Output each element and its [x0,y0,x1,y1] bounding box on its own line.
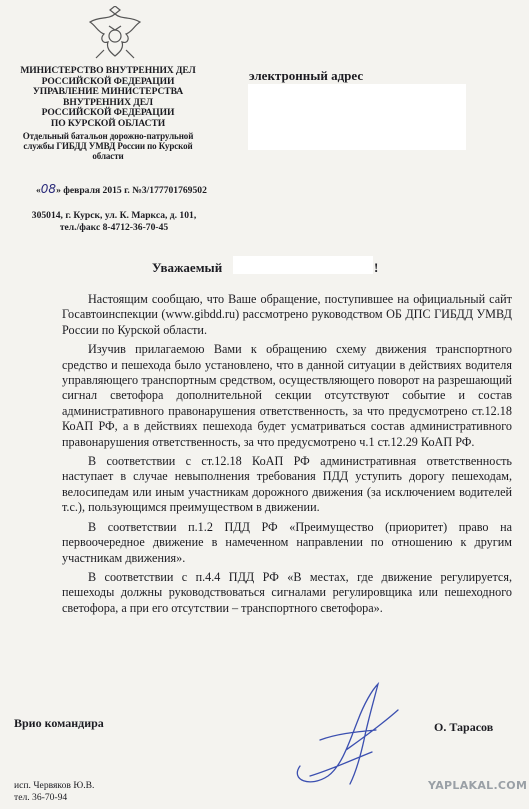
email-label: электронный адрес [249,68,364,83]
unit-line: службы ГИБДД УМВД России по Курской [23,140,193,151]
double-headed-eagle-emblem [82,6,148,64]
paragraph: Изучив прилагаемою Вами к обращению схему движения транспортного средство и пешехода было установлено, что в данной ситуации в действиях водителя управляющего транспортным средством, осуществляющего поворот на разрешающий сигнал светофора дополнительной секции отсутствуют событие и состав административного правонарушения ответственность, за что предусмотрено ст.12.18 КоАП РФ, а в действиях пешехода будет усматриваться состав административного правонарушения ответственность, за что предусмотрено ч.1 ст.12.29 КоАП РФ. [62,342,512,449]
executor-name: исп. Червяков Ю.В. [14,780,95,791]
letter-date [36,182,207,196]
greeting: Уважаемый [152,260,223,275]
handwritten-day: 08 [40,182,57,196]
greeting-exclamation: ! [374,260,379,275]
paragraph: Настоящим сообщаю, что Ваше обращение, поступившее на официальный сайт Госавтоинспекции (www.gibdd.ru) рассмотрено руководством ОБ ДПС ГИБДД УМВД России по Курской области. [62,292,512,337]
signer-name: О. Тарасов [434,720,494,734]
phone-line: тел./факс 8-4712-36-70-45 [59,222,169,233]
org-line: УПРАВЛЕНИЕ МИНИСТЕРСТВА [32,86,184,98]
org-line: ВНУТРЕННИХ ДЕЛ [63,96,153,108]
paragraph: В соответствии с ст.12.18 КоАП РФ административная ответственность наступает в случае невыполнения требования ПДД уступить дорогу пешеходам, велосипедам или иным участникам дорожного движения (за исключением водителей т.с.), пользующимся преимуществом в движении. [62,454,512,515]
date-prefix: « [36,185,41,196]
executor-phone: тел. 36-70-94 [14,792,68,803]
paragraph: В соответствии п.1.2 ПДД РФ «Преимущество (приоритет) право на первоочередное движение в намеченном направлении по отношению к другим участникам движения». [62,519,512,565]
org-line: РОССИЙСКОЙ ФЕДЕРАЦИИ [41,107,175,119]
sender-address [14,210,214,234]
unit-line: области [92,151,124,162]
redacted-name [233,256,373,274]
org-line: ПО КУРСКОЙ ОБЛАСТИ [50,117,166,129]
organization-block [10,66,206,162]
unit-line: Отдельный батальон дорожно-патрульной [22,130,194,141]
date-number: » февраля 2015 г. №3/177701769502 [56,185,207,196]
handwritten-signature [280,680,410,792]
org-line: МИНИСТЕРСТВО ВНУТРЕННИХ ДЕЛ [20,65,196,76]
redacted-address-block [248,84,466,150]
org-line: РОССИЙСКОЙ ФЕДЕРАЦИИ [41,75,175,87]
letter-body [62,292,512,620]
executor-info [14,780,94,804]
address-line: 305014, г. Курск, ул. К. Маркса, д. 101, [31,210,197,221]
paragraph: В соответствии с п.4.4 ПДД РФ «В местах, где движение регулируется, пешеходы должны руководствоваться сигналами регулировщика или пешеходного светофора, а при его отсутствии – транспортного светофора». [62,569,512,615]
site-watermark: YAPLAKAL.COM [428,779,528,792]
signer-position: Врио командира [14,716,104,730]
